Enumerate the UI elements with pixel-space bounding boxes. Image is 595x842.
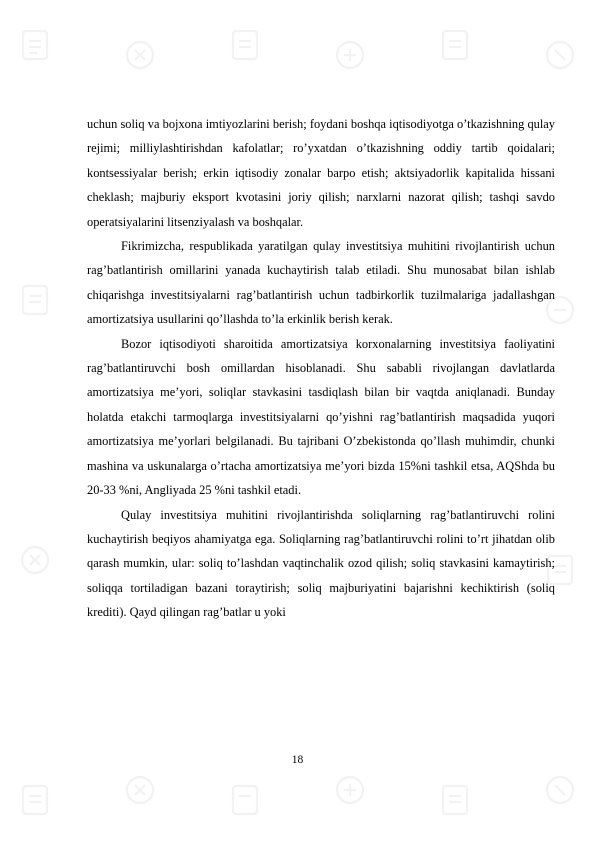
watermark-icon — [233, 786, 257, 814]
watermark-icon — [337, 42, 363, 68]
watermark-icon — [547, 42, 573, 68]
page-number: 18 — [291, 754, 304, 766]
paragraph: Bozor iqtisodiyoti sharoitida amortizatsiya korxonalarning investitsiya faoliyatini rag’batlantiruvchi bosh omillardan hisoblanadi. Shu sababli rivojlangan davlatlarda amortizatsiya me’yori, soliqlar stavkasini tasdiqlash bilan bir vaqtda aniqlanadi. Bunday holatda etakchi tarmoqlarga investitsiyalarni qo’yishni rag’batlantirish maqsadida yuqori amortizatsiya me’yorlari belgilanadi. Bu tajribani O’zbekistonda qo’llash muhimdir, chunki mashina va uskunalarga o’rtacha amortizatsiya me’yori bizda 15%ni tashkil etsa, AQShda bu 20-33 %ni, Angliyada 25 %ni tashkil etadi. — [87, 336, 555, 498]
watermark-icon — [23, 31, 47, 59]
watermark-icon — [337, 777, 363, 803]
watermark-icon — [23, 786, 47, 814]
paragraph: uchun soliq va bojxona imtiyozlarini berish; foydani boshqa iqtisodiyotga o’tkazishning qulay rejimi; milliylashtirishdan kafolatlar; ro’yxatdan o’tkazishning oddiy tartib qoidalari; kontsessiyalar berish; erkin iqtisodiy zonalar barpo etish; aktsiyadorlik kapitalida hissani cheklash; majburiy eksport kvotasini joriy qilish; narxlarni nazorat qilish; tashqi savdo operatsiyalarini litsenziyalash va boshqalar. — [87, 117, 555, 229]
paragraph: Fikrimizcha, respublikada yaratilgan qulay investitsiya muhitini rivojlantirish uchun rag’batlantirish omillarini yanada kuchaytirish talab etiladi. Shu munosabat bilan ishlab chiqarishga investitsiyalarni rag’batlantirish uchun tadbirkorlik tuzilmalariga jadallashgan amortizatsiya usullarini qo’llashda to’la erkinlik berish kerak. — [87, 239, 555, 327]
watermark-icon — [443, 31, 467, 59]
watermark-icon — [233, 31, 257, 59]
watermark-icon — [23, 286, 47, 314]
watermark-icon — [127, 777, 153, 803]
paragraph: Qulay investitsiya muhitini rivojlantirishda soliqlarning rag’batlantiruvchi rolini kuchaytirish beqiyos ahamiyatga ega. Soliqlarning rag’batlantiruvchi rolini to’rt jihatdan olib qarash mumkin, ular: soliq to’lashdan vaqtinchalik ozod qilish; soliq stavkasini kamaytirish; soliqqa tortiladigan bazani toraytirish; soliq majburiyatini bajarishni kechiktirish (soliq krediti). Qayd qilingan rag’batlar u yoki — [87, 507, 555, 620]
watermark-icon — [127, 42, 153, 68]
watermark-icon — [443, 786, 467, 814]
page-body — [87, 112, 555, 625]
watermark-icon — [22, 547, 48, 573]
watermark-icon — [547, 777, 573, 803]
